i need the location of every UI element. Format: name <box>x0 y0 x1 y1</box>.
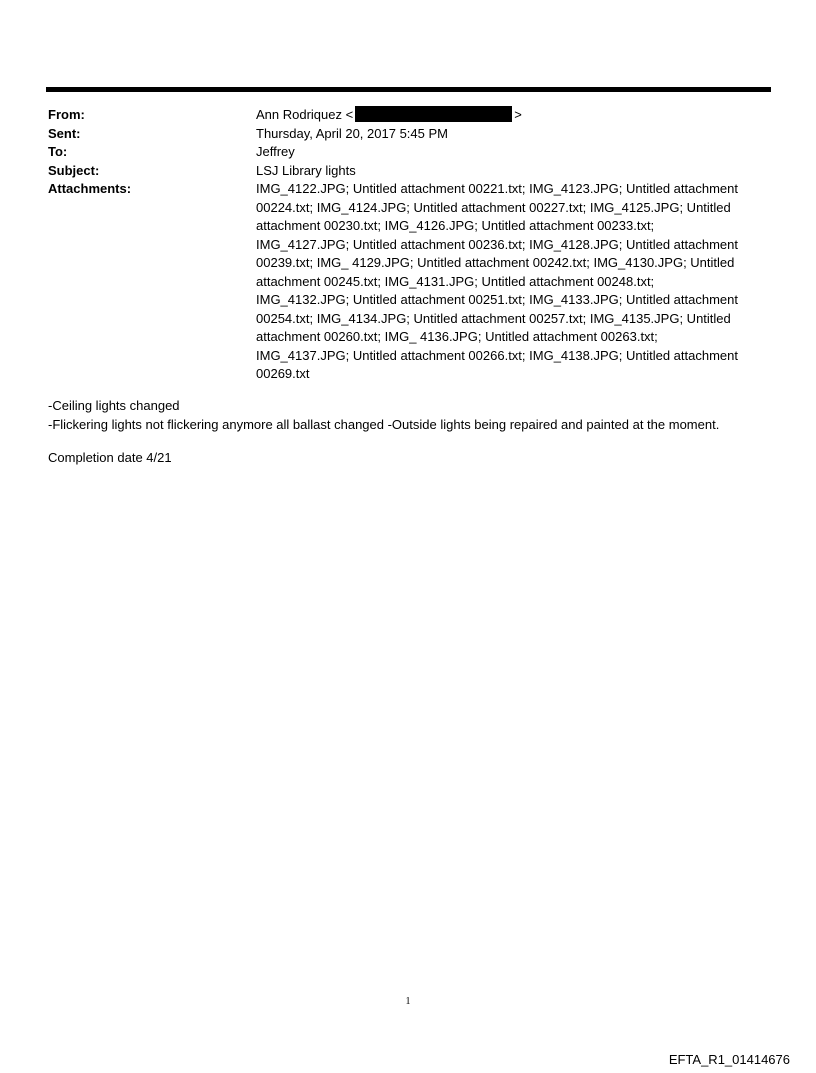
attachments-value: IMG_4122.JPG; Untitled attachment 00221.txt; IMG_4123.JPG; Untitled attachment 00224.txt; IMG_4124.JPG; Untitled attachment 00227.txt; IMG_4125.JPG; Untitled attachment 00230.txt; IMG_4126.JPG; Untitled attachment 00233.txt; IMG_4127.JPG; Untitled attachment 00236.txt; IMG_4128.JPG; Untitled attachment 00239.txt; IMG_ 4129.JPG; Untitled attachment 00242.txt; IMG_4130.JPG; Untitled attachment 00245.txt; IMG_4131.JPG; Untitled attachment 00248.txt; IMG_4132.JPG; Untitled attachment 00251.txt; IMG_4133.JPG; Untitled attachment 00254.txt; IMG_4134.JPG; Untitled attachment 00257.txt; IMG_4135.JPG; Untitled attachment 00260.txt; IMG_ 4136.JPG; Untitled attachment 00263.txt; IMG_4137.JPG; Untitled attachment 00266.txt; IMG_4138.JPG; Untitled attachment 00269.txt <box>256 181 738 381</box>
document-id: EFTA_R1_01414676 <box>668 1052 790 1067</box>
from-value <box>256 106 758 125</box>
from-label: From: <box>48 107 85 122</box>
sent-label: Sent: <box>48 125 81 141</box>
header-rule <box>46 87 771 92</box>
to-row <box>48 143 758 162</box>
body-line-1: -Ceiling lights changed <box>48 398 180 413</box>
redaction-bar <box>355 106 512 122</box>
from-name: Ann Rodriquez < <box>256 107 354 122</box>
sent-row <box>48 125 758 144</box>
subject-row <box>48 162 758 181</box>
subject-label: Subject: <box>48 162 100 178</box>
to-label: To: <box>48 144 68 159</box>
attachments-row <box>48 180 758 384</box>
completion-date: Completion date 4/21 <box>48 450 172 465</box>
email-header <box>48 106 758 384</box>
subject-value: LSJ Library lights <box>256 162 356 178</box>
from-close: > <box>514 107 522 122</box>
attachments-label: Attachments: <box>48 181 132 196</box>
body-line-2: -Flickering lights not flickering anymore all ballast changed -Outside lights being repaired and painted at the moment. <box>48 416 720 432</box>
page-number: 1 <box>405 996 411 1007</box>
sent-value: Thursday, April 20, 2017 5:45 PM <box>256 125 448 141</box>
to-value: Jeffrey <box>256 144 295 159</box>
from-row <box>48 106 758 125</box>
email-body <box>48 397 768 468</box>
